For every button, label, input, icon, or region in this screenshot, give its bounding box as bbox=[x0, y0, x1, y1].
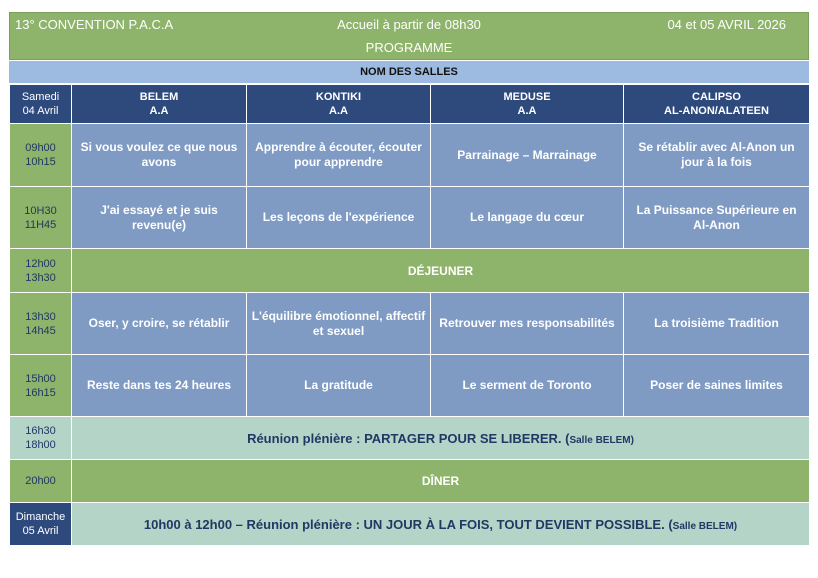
room-calipso: CALIPSO AL-ANON/ALATEEN bbox=[624, 85, 810, 124]
time-slot: 10H30 11H45 bbox=[10, 187, 72, 249]
lunch-cell: DÉJEUNER bbox=[72, 249, 810, 293]
room-belem: BELEM A.A bbox=[72, 85, 247, 124]
time-slot: 13h30 14h45 bbox=[10, 293, 72, 355]
time-slot: 15h00 16h15 bbox=[10, 355, 72, 417]
table-row bbox=[10, 503, 810, 546]
session-cell: Poser de saines limites bbox=[624, 355, 810, 417]
session-cell: La Puissance Supérieure en Al-Anon bbox=[624, 187, 810, 249]
day1-label: Samedi 04 Avril bbox=[10, 85, 72, 124]
session-cell: Reste dans tes 24 heures bbox=[72, 355, 247, 417]
convention-dates: 04 et 05 AVRIL 2026 bbox=[667, 17, 786, 32]
time-slot: 20h00 bbox=[10, 460, 72, 503]
programme-sheet bbox=[9, 12, 809, 546]
session-cell: La gratitude bbox=[247, 355, 431, 417]
session-cell: Le serment de Toronto bbox=[431, 355, 624, 417]
session-cell: Oser, y croire, se rétablir bbox=[72, 293, 247, 355]
programme-title: PROGRAMME bbox=[365, 40, 453, 55]
session-cell: Parrainage – Marrainage bbox=[431, 124, 624, 187]
day2-label: Dimanche 05 Avril bbox=[10, 503, 72, 546]
rooms-row bbox=[10, 85, 810, 124]
salles-title: NOM DES SALLES bbox=[9, 61, 809, 83]
session-cell: Le langage du cœur bbox=[431, 187, 624, 249]
table-row bbox=[10, 187, 810, 249]
table-row bbox=[10, 460, 810, 503]
room-kontiki: KONTIKI A.A bbox=[247, 85, 431, 124]
plenary-cell: Réunion plénière : PARTAGER POUR SE LIBERER. (Salle BELEM) bbox=[72, 417, 810, 460]
session-cell: J'ai essayé et je suis revenu(e) bbox=[72, 187, 247, 249]
session-cell: Les leçons de l'expérience bbox=[247, 187, 431, 249]
room-meduse: MEDUSE A.A bbox=[431, 85, 624, 124]
table-row bbox=[10, 355, 810, 417]
table-row bbox=[10, 417, 810, 460]
schedule-table bbox=[9, 84, 810, 546]
session-cell: La troisième Tradition bbox=[624, 293, 810, 355]
convention-title: 13° CONVENTION P.A.C.A bbox=[15, 17, 174, 32]
session-cell: Apprendre à écouter, écouter pour apprendre bbox=[247, 124, 431, 187]
table-row bbox=[10, 293, 810, 355]
accueil-text: Accueil à partir de 08h30 bbox=[337, 17, 481, 32]
table-row bbox=[10, 124, 810, 187]
sunday-plenary-cell: 10h00 à 12h00 – Réunion plénière : UN JOUR À LA FOIS, TOUT DEVIENT POSSIBLE. (Salle BELEM) bbox=[72, 503, 810, 546]
session-cell: Si vous voulez ce que nous avons bbox=[72, 124, 247, 187]
session-cell: L'équilibre émotionnel, affectif et sexuel bbox=[247, 293, 431, 355]
time-slot: 09h00 10h15 bbox=[10, 124, 72, 187]
session-cell: Retrouver mes responsabilités bbox=[431, 293, 624, 355]
session-cell: Se rétablir avec Al-Anon un jour à la fois bbox=[624, 124, 810, 187]
time-slot: 12h00 13h30 bbox=[10, 249, 72, 293]
time-slot: 16h30 18h00 bbox=[10, 417, 72, 460]
programme-header bbox=[9, 12, 809, 60]
table-row bbox=[10, 249, 810, 293]
dinner-cell: DÎNER bbox=[72, 460, 810, 503]
